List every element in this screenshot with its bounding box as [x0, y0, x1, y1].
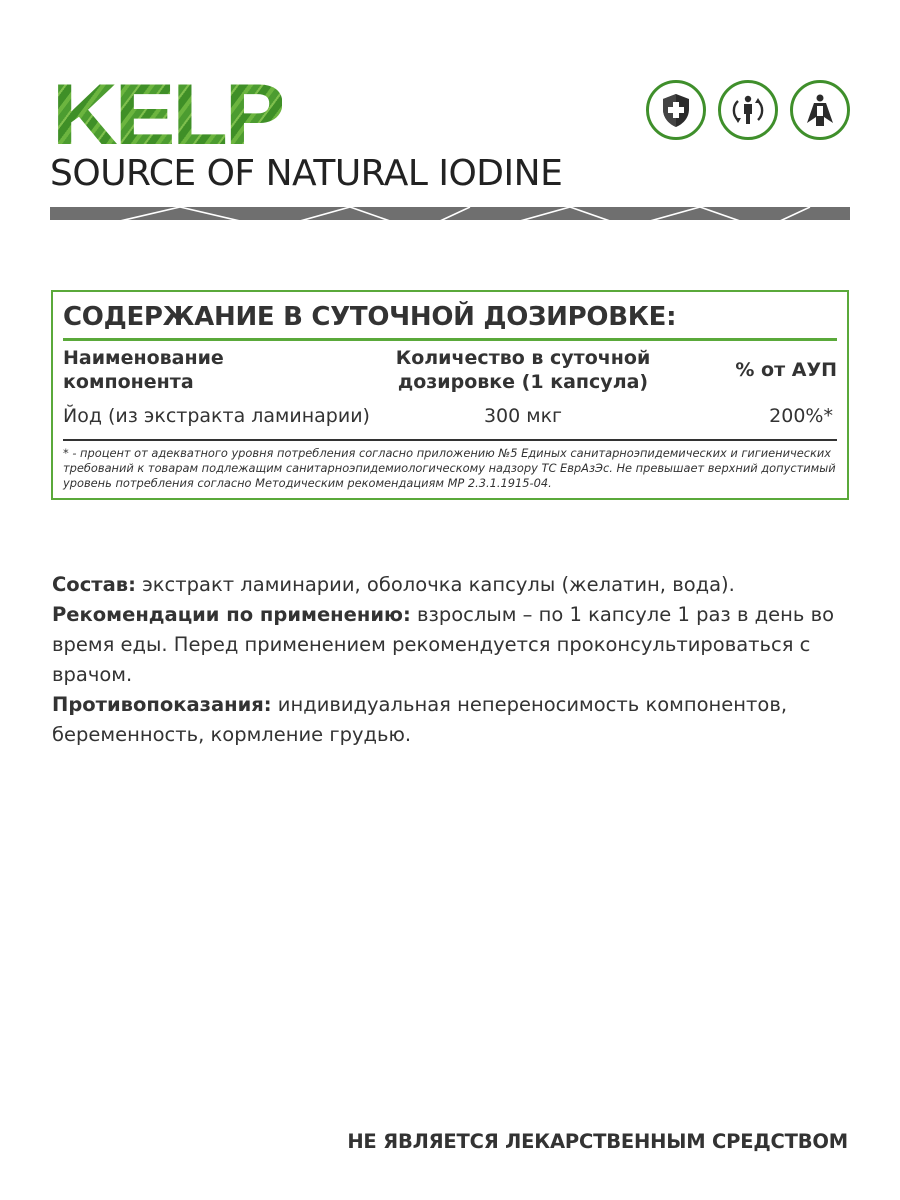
row-amount: 300 мкг: [483, 405, 563, 427]
shield-plus-icon: [646, 80, 706, 140]
header-component: Наименование компонента: [63, 347, 224, 393]
usage-recommendations: Рекомендации по применению: взрослым – по 1 капсуле 1 раз в день во время еды. Перед применением рекомендуется проконсультироваться с врачом.: [52, 603, 835, 686]
header-amount: Количество в суточной дозировке (1 капсула): [395, 347, 651, 393]
product-subtitle: SOURCE OF NATURAL IODINE: [50, 153, 563, 194]
nutrition-table: [51, 290, 849, 500]
table-divider: [63, 439, 837, 441]
header-percent: % от АУП: [735, 359, 837, 381]
footnote: * - процент от адекватного уровня потребления согласно приложению №5 Единых санитарноэпидемических и гигиенических требований к товарам подлежащим санитарноэпидемиологическому надзору ТС ЕврАзЭс. Не превышает верхний допустимый уровень потребления согласно Методическим рекомендациям МР 2.3.1.1915-04.: [63, 446, 836, 490]
row-component: Йод (из экстракта ламинарии): [63, 405, 370, 427]
row-percent: 200%*: [769, 405, 833, 427]
product-info: [52, 570, 852, 750]
table-title: СОДЕРЖАНИЕ В СУТОЧНОЙ ДОЗИРОВКЕ:: [63, 302, 677, 332]
composition: Состав: экстракт ламинарии, оболочка капсулы (желатин, вода).: [52, 573, 735, 596]
brand-logo: KELP: [52, 67, 283, 163]
disclaimer: НЕ ЯВЛЯЕТСЯ ЛЕКАРСТВЕННЫМ СРЕДСТВОМ: [347, 1130, 848, 1153]
human-cape-icon: [790, 80, 850, 140]
contraindications: Противопоказания: индивидуальная непереносимость компонентов, беременность, кормление грудью.: [52, 693, 788, 746]
decorative-stripe: [50, 206, 850, 220]
human-recycle-icon: [718, 80, 778, 140]
title-divider: [63, 338, 837, 341]
feature-icons: [646, 80, 850, 140]
